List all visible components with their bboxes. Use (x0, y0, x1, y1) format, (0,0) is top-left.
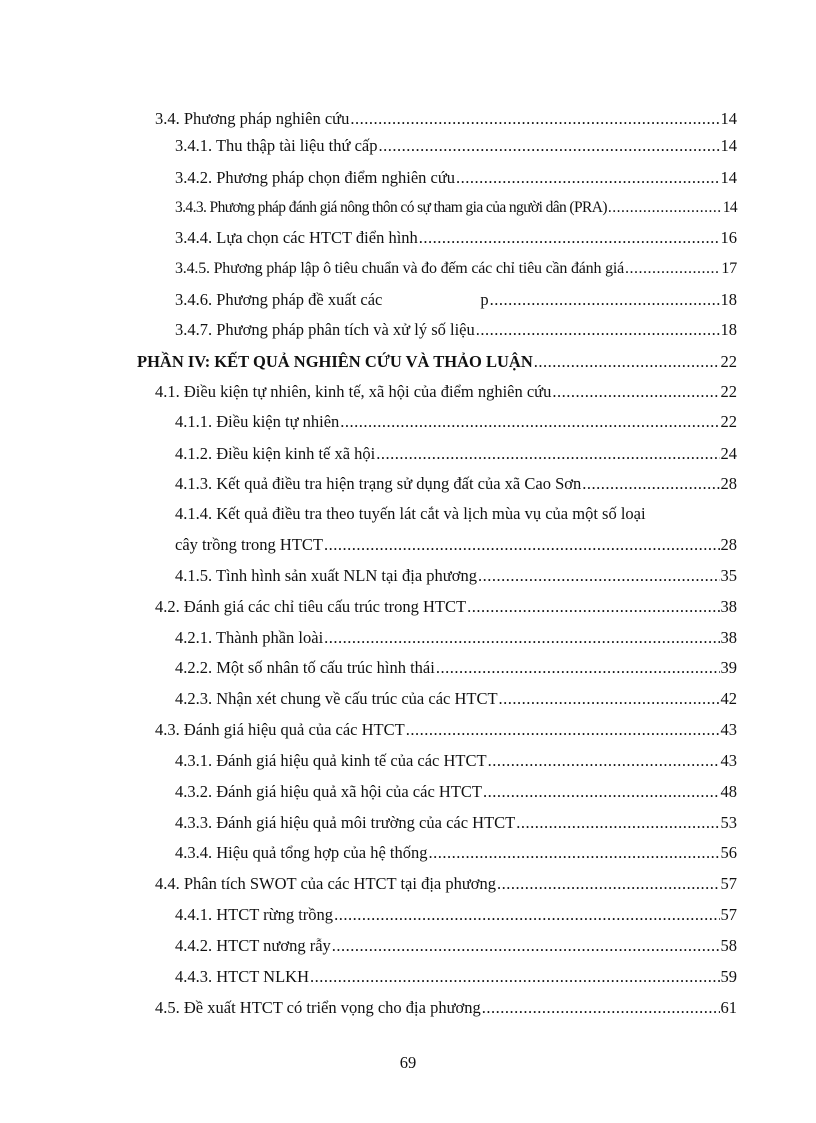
toc-entry-title: PHẦN IV: KẾT QUẢ NGHIÊN CỨU VÀ THẢO LUẬN (137, 352, 533, 371)
toc-entry-title: 4.2.3. Nhận xét chung về cấu trúc của các HTCT (175, 689, 498, 708)
dot-leader (324, 532, 719, 558)
toc-entry-title: 4.2.1. Thành phần loài (175, 628, 324, 647)
toc-entry-title: 4.3.3. Đánh giá hiệu quả môi trường của các HTCT (175, 813, 516, 832)
toc-entry-page: 22 (720, 352, 737, 371)
dot-leader (552, 379, 719, 405)
toc-entry (175, 748, 737, 774)
toc-entry-page: 56 (720, 843, 737, 862)
toc-entry-page: 38 (720, 597, 737, 616)
toc-entry (175, 287, 737, 313)
dot-leader (310, 964, 720, 990)
toc-entry (175, 409, 737, 435)
toc-entry-page: 42 (720, 689, 737, 708)
toc-entry (175, 317, 737, 343)
dot-leader (378, 133, 719, 159)
dot-leader (482, 995, 720, 1021)
toc-part-heading (137, 349, 737, 375)
dot-leader (490, 287, 720, 313)
toc-entry-title: 4.3. Đánh giá hiệu quả của các HTCT (155, 720, 405, 739)
toc-entry-title: 3.4.3. Phương pháp đánh giá nông thôn có sự tham gia của người dân (PRA) (175, 199, 607, 216)
toc-entry-title: 4.1.1. Điều kiện tự nhiên (175, 412, 340, 431)
dot-leader (419, 225, 720, 251)
toc-entry-title: 3.4.7. Phương pháp phân tích và xử lý số liệu (175, 320, 475, 339)
dot-leader (350, 106, 719, 132)
toc-entry (175, 779, 737, 805)
dot-leader (406, 717, 720, 743)
toc-entry-title: 4.3.4. Hiệu quả tổng hợp của hệ thống (175, 843, 428, 862)
toc-entry-title: 4.1.2. Điều kiện kinh tế xã hội (175, 444, 376, 463)
toc-entry-title: 4.4.2. HTCT nương rẫy (175, 936, 331, 955)
toc-entry-title-line2: cây trồng trong HTCT (175, 535, 324, 554)
toc-entry-title: 4.3.2. Đánh giá hiệu quả xã hội của các HTCT (175, 782, 482, 801)
toc-entry (175, 655, 737, 681)
dot-leader (456, 165, 719, 191)
dot-leader (625, 256, 720, 282)
toc-entry (155, 717, 737, 743)
toc-entry (155, 106, 737, 132)
toc-entry-title: 3.4.4. Lựa chọn các HTCT điển hình (175, 228, 418, 247)
toc-entry-page: 18 (720, 290, 737, 309)
toc-entry (155, 871, 737, 897)
toc-entry-title: 4.4. Phân tích SWOT của các HTCT tại địa phương (155, 874, 497, 893)
toc-entry (155, 379, 737, 405)
toc-entry-title-line1: 4.1.4. Kết quả điều tra theo tuyến lát cắt và lịch mùa vụ của một số loại (175, 504, 646, 523)
toc-entry (175, 933, 737, 959)
dot-leader (499, 686, 720, 712)
toc-entry (175, 532, 737, 558)
dot-leader (488, 748, 720, 774)
toc-entry-page: 48 (720, 782, 737, 801)
toc-entry (155, 594, 737, 620)
dot-leader (483, 779, 720, 805)
toc-entry (175, 133, 737, 159)
toc-entry-title: 3.4.1. Thu thập tài liệu thứ cấp (175, 136, 378, 155)
toc-entry-title: 4.2. Đánh giá các chỉ tiêu cấu trúc trong HTCT (155, 597, 467, 616)
toc-entry (175, 964, 737, 990)
dot-leader (582, 471, 719, 497)
toc-entry-page: 39 (720, 658, 737, 677)
toc-entry (175, 902, 737, 928)
toc-entry-page: 43 (720, 751, 737, 770)
toc-entry (175, 810, 737, 836)
toc-entry-page: 24 (720, 444, 737, 463)
toc-entry (175, 686, 737, 712)
toc-entry (175, 840, 737, 866)
toc-entry-page: 22 (720, 412, 737, 431)
toc-entry-page: 14 (720, 168, 737, 187)
toc-entry-page: 18 (720, 320, 737, 339)
dot-leader (334, 902, 719, 928)
toc-entry-page: 35 (720, 566, 737, 585)
toc-entry-page: 14 (722, 199, 737, 216)
toc-entry-title-fragment: p (480, 290, 489, 309)
toc-entry (175, 165, 737, 191)
toc-entry-title: 4.2.2. Một số nhân tố cấu trúc hình thái (175, 658, 435, 677)
toc-entry-title: 4.1. Điều kiện tự nhiên, kinh tế, xã hội của điểm nghiên cứu (155, 382, 552, 401)
toc-entry-page: 43 (720, 720, 737, 739)
toc-entry-page: 57 (720, 905, 737, 924)
page-number: 69 (399, 1053, 417, 1072)
toc-entry (175, 441, 737, 467)
toc-entry-title: 3.4. Phương pháp nghiên cứu (155, 109, 350, 128)
toc-entry-page: 57 (720, 874, 737, 893)
toc-entry (175, 625, 737, 651)
toc-entry-title: 4.4.3. HTCT NLKH (175, 967, 309, 986)
dot-leader (516, 810, 719, 836)
toc-entry-page: 38 (720, 628, 737, 647)
dot-leader (467, 594, 719, 620)
dot-leader (608, 195, 722, 221)
toc-entry-page: 58 (720, 936, 737, 955)
toc-entry-page: 17 (721, 260, 737, 277)
toc-entry (175, 256, 737, 282)
dot-leader (340, 409, 719, 435)
toc-entry-title: 3.4.6. Phương pháp đề xuất các (175, 290, 383, 309)
dot-leader (376, 441, 719, 467)
toc-entry (155, 995, 737, 1021)
dot-leader (497, 871, 719, 897)
toc-entry-page: 61 (720, 998, 737, 1017)
toc-entry (175, 563, 737, 589)
toc-entry-page: 53 (720, 813, 737, 832)
dot-leader (332, 933, 720, 959)
dot-leader (429, 840, 720, 866)
toc-entry-page: 14 (720, 109, 737, 128)
toc-entry-title: 4.1.5. Tình hình sản xuất NLN tại địa phương (175, 566, 477, 585)
toc-entry-page: 16 (720, 228, 737, 247)
toc-entry (175, 195, 737, 221)
toc-entry-title: 4.4.1. HTCT rừng trồng (175, 905, 334, 924)
dot-leader (436, 655, 720, 681)
toc-entry-page: 28 (720, 535, 737, 554)
toc-entry-title: 4.5. Đề xuất HTCT có triển vọng cho địa phương (155, 998, 481, 1017)
toc-entry-page: 22 (720, 382, 737, 401)
toc-entry-title: 4.1.3. Kết quả điều tra hiện trạng sử dụng đất của xã Cao Sơn (175, 474, 582, 493)
dot-leader (478, 563, 720, 589)
toc-entry-page: 59 (720, 967, 737, 986)
dot-leader (534, 349, 720, 375)
toc-entry-title: 3.4.2. Phương pháp chọn điểm nghiên cứu (175, 168, 456, 187)
dot-leader (476, 317, 720, 343)
toc-entry-title: 4.3.1. Đánh giá hiệu quả kinh tế của các HTCT (175, 751, 487, 770)
toc-entry-page: 14 (720, 136, 737, 155)
toc-entry (175, 471, 737, 497)
toc-entry-page: 28 (720, 474, 737, 493)
toc-entry-title: 3.4.5. Phương pháp lập ô tiêu chuẩn và đo đếm các chỉ tiêu cần đánh giá (175, 260, 625, 277)
toc-entry (175, 225, 737, 251)
dot-leader (324, 625, 719, 651)
